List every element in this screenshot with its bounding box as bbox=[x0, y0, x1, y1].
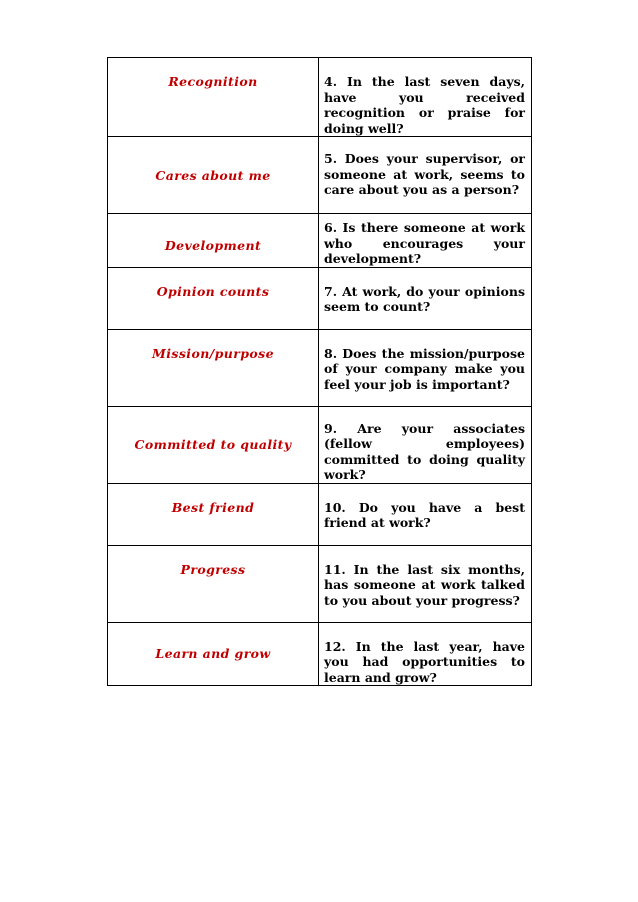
row-question: 6. Is there someone at work who encourages your development? bbox=[319, 214, 532, 268]
table-row bbox=[108, 214, 532, 268]
row-question: 9. Are your associates (fellow employees) committed to doing quality work? bbox=[319, 406, 532, 483]
table-row bbox=[108, 58, 532, 137]
row-question: 12. In the last year, have you had opportunities to learn and grow? bbox=[319, 622, 532, 686]
table-row bbox=[108, 406, 532, 483]
row-label: Opinion counts bbox=[108, 267, 319, 329]
table-row bbox=[108, 483, 532, 545]
row-label: Learn and grow bbox=[108, 622, 319, 686]
row-label: Progress bbox=[108, 545, 319, 622]
row-question: 4. In the last seven days, have you received recognition or praise for doing well? bbox=[319, 58, 532, 137]
table-row bbox=[108, 329, 532, 406]
table-row bbox=[108, 267, 532, 329]
row-question: 11. In the last six months, has someone at work talked to you about your progress? bbox=[319, 545, 532, 622]
row-label: Committed to quality bbox=[108, 406, 319, 483]
table-row bbox=[108, 137, 532, 214]
engagement-questions-table bbox=[107, 57, 532, 686]
row-question: 8. Does the mission/purpose of your company make you feel your job is important? bbox=[319, 329, 532, 406]
row-label: Cares about me bbox=[108, 137, 319, 214]
row-label: Mission/purpose bbox=[108, 329, 319, 406]
table-row bbox=[108, 622, 532, 686]
row-label: Development bbox=[108, 214, 319, 268]
table-row bbox=[108, 545, 532, 622]
row-label: Recognition bbox=[108, 58, 319, 137]
row-question: 7. At work, do your opinions seem to count? bbox=[319, 267, 532, 329]
row-label: Best friend bbox=[108, 483, 319, 545]
row-question: 5. Does your supervisor, or someone at work, seems to care about you as a person? bbox=[319, 137, 532, 214]
row-question: 10. Do you have a best friend at work? bbox=[319, 483, 532, 545]
